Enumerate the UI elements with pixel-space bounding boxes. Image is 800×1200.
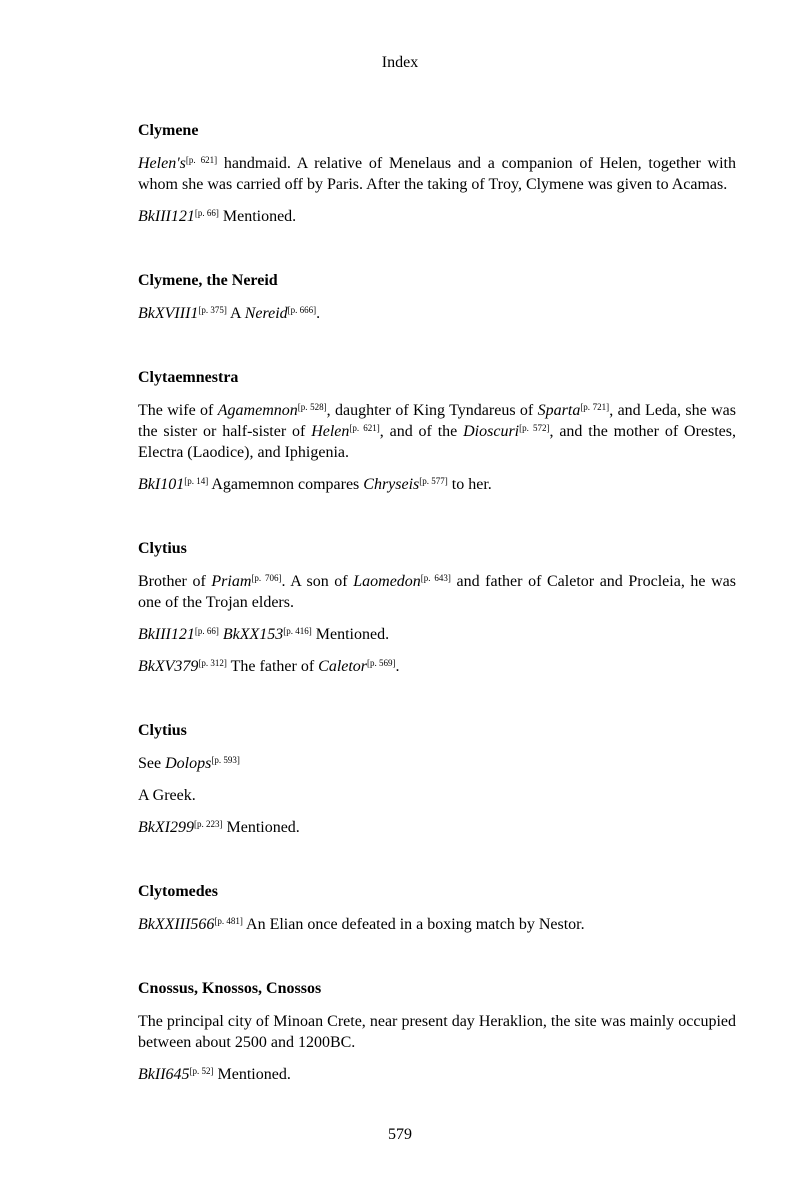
entry-description [138,571,736,613]
book-ref-link[interactable]: BkXVIII1 [138,305,199,322]
entry-description [138,153,736,195]
see-also [138,753,736,774]
index-entry-clytomedes [138,882,736,935]
entry-title: Clymene [138,122,199,139]
page-ref: [p. 528] [297,402,327,412]
cross-ref-link[interactable]: Helen's [138,155,186,172]
description-text: Brother of [138,573,212,590]
cross-ref-link[interactable]: Dolops [165,755,212,772]
page-ref: [p. 621] [185,155,218,165]
page-ref: [p. 569] [367,658,396,668]
running-head: Index [381,54,419,71]
description-text: , and of the [379,423,464,440]
book-reference [138,817,736,838]
description-text: handmaid. A relative of Menelaus and a companion of Helen, together with whom she was carried off by Paris. After the taking of Troy, Clymene was given to Acamas. [138,155,736,193]
page-ref: [p. 621] [349,423,380,433]
cross-ref-link[interactable]: Dioscuri [463,423,520,440]
page-ref: [p. 643] [420,573,451,583]
cross-ref-link[interactable]: Sparta [537,402,581,419]
see-text: See [138,755,166,772]
book-reference [138,914,736,935]
entry-title: Clytius [138,722,187,739]
reference-text: Agamemnon compares [208,476,364,493]
cross-ref-link[interactable]: Helen [311,423,350,440]
page-ref: [p. 721] [580,402,610,412]
book-ref-link[interactable]: BkII645 [138,1066,190,1083]
page-ref: [p. 66] [194,626,219,636]
cross-ref-link[interactable]: Caletor [318,658,368,675]
reference-text: An Elian once defeated in a boxing match by Nestor. [242,916,585,933]
reference-text: Mentioned. [311,626,390,643]
index-entry-clytaemnestra [138,368,736,495]
book-ref-link[interactable]: BkIII121 [138,626,195,643]
entry-title: Clymene, the Nereid [138,272,278,289]
reference-text: A [226,305,245,322]
page-ref: [p. 66] [194,208,219,218]
index-entry-clytius-2 [138,721,736,838]
page-ref: [p. 52] [189,1066,214,1076]
entry-description [138,400,736,463]
description-text: , and Leda, she was the sister or half-sister of [138,402,736,440]
book-reference [138,303,736,324]
entry-description: The principal city of Minoan Crete, near present day Heraklion, the site was mainly occupied between about 2500 and 1200BC. [138,1013,736,1051]
description-text: and father of Caletor and Procleia, he was one of the Trojan elders. [138,573,736,611]
cross-ref-link[interactable]: Priam [211,573,252,590]
index-entry-clymene [138,121,736,227]
reference-text: Mentioned. [222,819,300,836]
description-text: The wife of [138,402,218,419]
page-ref: [p. 706] [251,573,282,583]
entry-title: Clytaemnestra [138,369,239,386]
cross-ref-link[interactable]: Chryseis [363,476,420,493]
book-ref-link[interactable]: BkXI299 [138,819,194,836]
entry-title: Clytomedes [138,883,218,900]
book-ref-link[interactable]: BkXXIII566 [138,916,215,933]
reference-text: The father of [226,658,319,675]
page-ref: [p. 312] [198,658,227,668]
reference-text: to her. [447,476,492,493]
reference-text: . [395,658,400,675]
book-reference [138,474,736,495]
book-ref-link[interactable]: BkXV379 [138,658,199,675]
entry-title: Clytius [138,540,187,557]
index-entry-clymene-nereid [138,271,736,324]
entry-title: Cnossus, Knossos, Cnossos [138,980,322,997]
book-ref-link[interactable]: BkXX153 [218,626,284,643]
page-ref: [p. 14] [184,476,209,486]
book-reference [138,656,736,677]
index-entry-cnossus [138,979,736,1085]
book-reference [138,206,736,227]
page-ref: [p. 666] [287,305,317,315]
index-entry-clytius-1 [138,539,736,677]
page-ref: [p. 572] [519,423,550,433]
page-number: 579 [388,1126,412,1143]
page-ref: [p. 593] [211,755,240,765]
page-ref: [p. 577] [419,476,448,486]
page-ref: [p. 375] [198,305,227,315]
page-ref: [p. 223] [193,819,223,829]
description-text: , daughter of King Tyndareus of [326,402,538,419]
book-reference [138,1064,736,1085]
page-ref: [p. 416] [283,626,312,636]
book-reference [138,624,736,645]
cross-ref-link[interactable]: Nereid [244,305,288,322]
index-content [138,121,736,1129]
entry-description: A Greek. [138,787,196,804]
cross-ref-link[interactable]: Laomedon [353,573,421,590]
description-text: . A son of [281,573,354,590]
cross-ref-link[interactable]: Agamemnon [217,402,298,419]
book-ref-link[interactable]: BkI101 [138,476,185,493]
page-ref: [p. 481] [214,916,243,926]
description-text: , and the mother of Orestes, Electra (Laodice), and Iphigenia. [138,423,736,461]
reference-text: Mentioned. [218,208,297,225]
reference-text: Mentioned. [213,1066,291,1083]
book-ref-link[interactable]: BkIII121 [138,208,195,225]
reference-text: . [316,305,321,322]
